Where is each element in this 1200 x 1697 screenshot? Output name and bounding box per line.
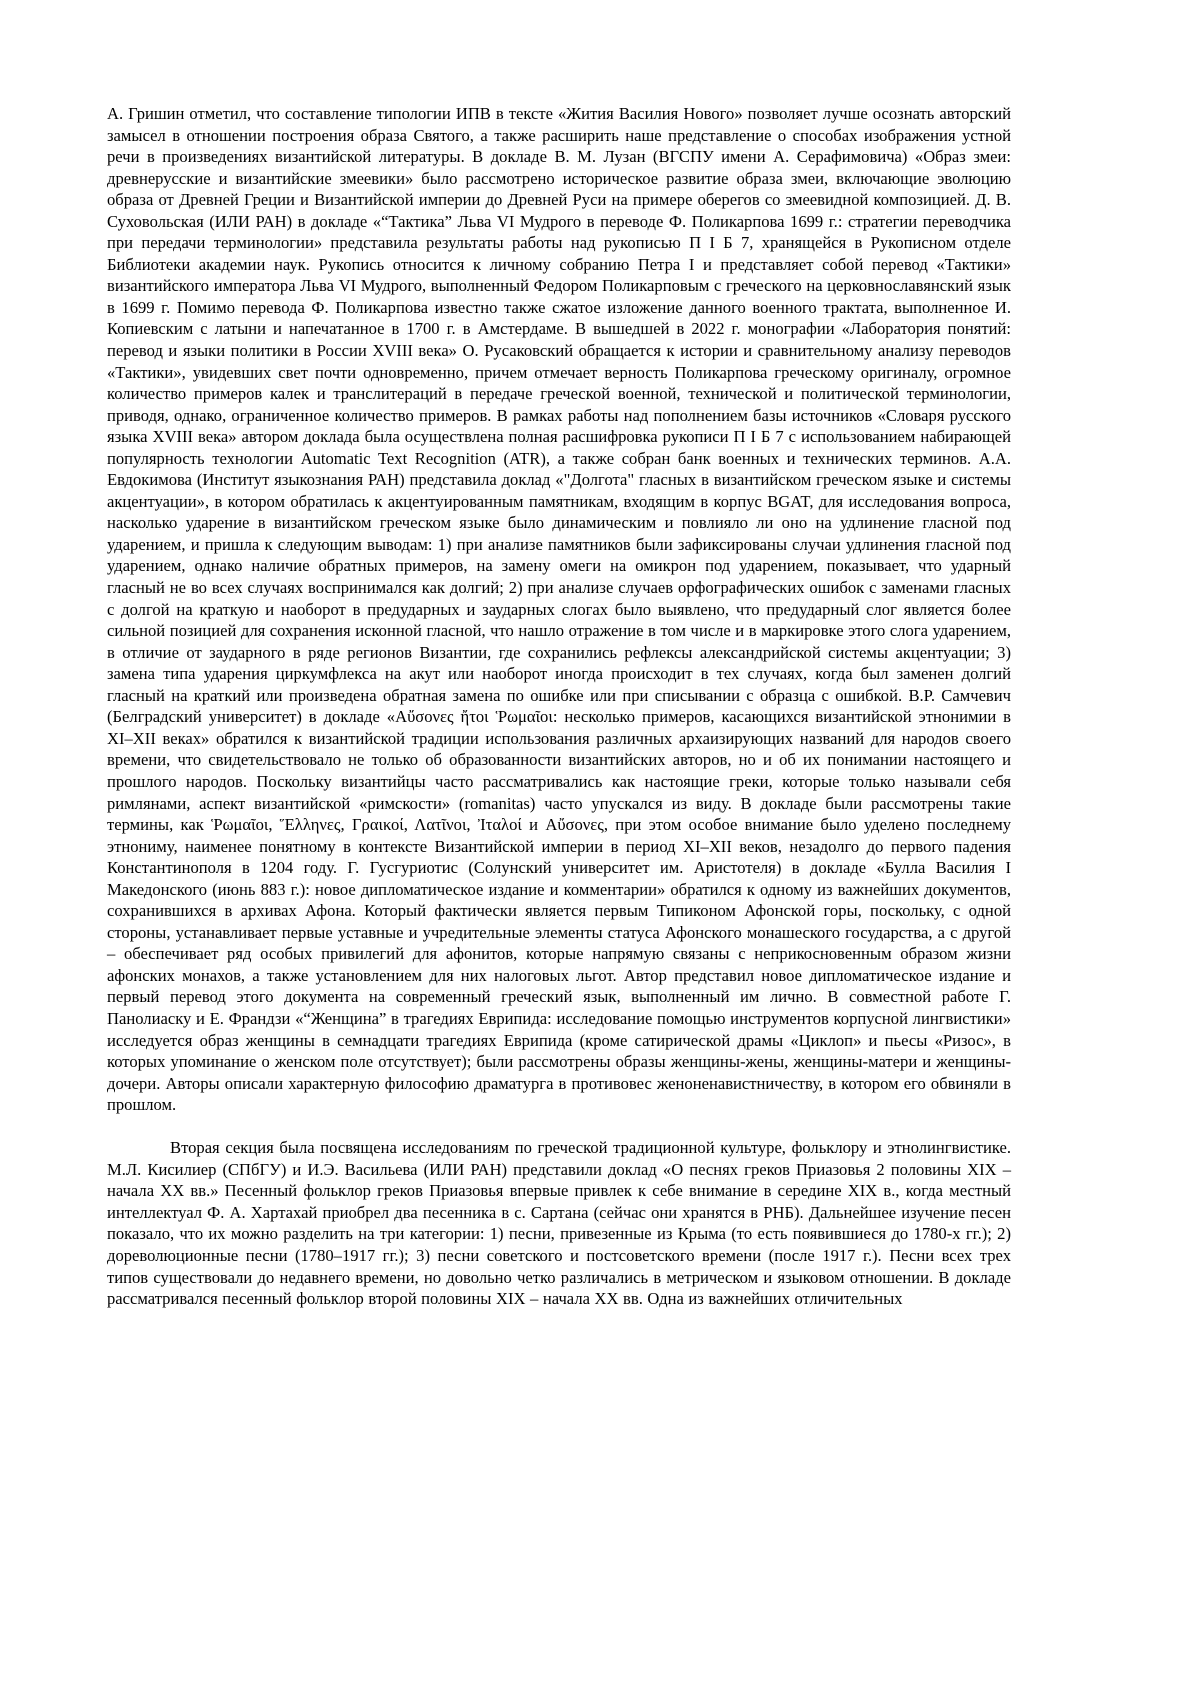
paragraph-section-one-report: А. Гришин отметил, что составление типологии ИПВ в тексте «Жития Василия Нового» позволяет лучше осознать авторский замысел в отношении построения образа Святого, а также расширить наше представление о способах изображения устной речи в произведениях византийской литературы. В докладе В. М. Лузан (ВГСПУ имени А. Серафимовича) «Образ змеи: древнерусские и византийские змеевики» было рассмотрено историческое развитие образа змеи, включающие эволюцию образа от Древней Греции и Византийской империи до Древней Руси на примере оберегов со змеевидной композицией. Д. В. Суховольская (ИЛИ РАН) в докладе «“Тактика” Льва VI Мудрого в переводе Ф. Поликарпова 1699 г.: стратегии переводчика при передачи терминологии» представила результаты работы над рукописью П I Б 7, хранящейся в Рукописном отделе Библиотеки академии наук. Рукопись относится к личному собранию Петра I и представляет собой перевод «Тактики» византийского императора Льва VI Мудрого, выполненный Федором Поликарповым с греческого на церковнославянский язык в 1699 г. Помимо перевода Ф. Поликарпова известно также сжатое изложение данного военного трактата, выполненное И. Копиевским с латыни и напечатанное в 1700 г. в Амстердаме. В вышедшей в 2022 г. монографии «Лаборатория понятий: перевод и языки политики в России XVIII века» О. Русаковский обращается к истории и сравнительному анализу переводов «Тактики», увидевших свет почти одновременно, причем отмечает верность Поликарпова греческому оригиналу, огромное количество примеров калек и транслитераций в передаче греческой военной, технической и политической терминологии, приводя, однако, ограниченное количество примеров. В рамках работы над пополнением базы источников «Словаря русского языка XVIII века» автором доклада была осуществлена полная расшифровка рукописи П I Б 7 с использованием набирающей популярность технологии Automatic Text Recognition (ATR), а также собран банк военных и технических терминов. А.А. Евдокимова (Институт языкознания РАН) представила доклад «"Долгота" гласных в византийском греческом языке и системы акцентуации», в котором обратилась к акцентуированным памятникам, входящим в корпус BGAT, для исследования вопроса, насколько ударение в византийском греческом языке было динамическим и повлияло ли оно на удлинение гласной под ударением, и пришла к следующим выводам: 1) при анализе памятников были зафиксированы случаи удлинения гласной под ударением, однако наличие обратных примеров, на замену омеги на омикрон под ударением, показывает, что ударный гласный не во всех случаях воспринимался как долгий; 2) при анализе случаев орфографических ошибок с заменами гласных с долгой на краткую и наоборот в предударных и заударных слогах было выявлено, что предударный слог является более сильной позицией для сохранения исконной гласной, что нашло отражение в том числе и в маркировке этого слога ударением, в отличие от заударного в ряде регионов Византии, где сохранились рефлексы александрийской системы акцентуации; 3) замена типа ударения циркумфлекса на акут или наоборот иногда происходит в тех случаях, когда был заменен долгий гласный на краткий или произведена обратная замена по ошибке или при списывании с образца с ошибкой. В.Р. Самчевич (Белградский университет) в докладе «Αὔσονες ἤτοι Ῥωμαῖοι: несколько примеров, касающихся византийской этнонимии в XI–XII веках» обратился к византийской традиции использования различных архаизирующих названий для народов своего времени, что свидетельствовало не только об образованности византийских авторов, но и об их понимании настоящего и прошлого народов. Поскольку византийцы часто рассматривались как настоящие греки, которые только называли себя римлянами, аспект византийской «римскости» (romanitas) часто упускался из виду. В докладе были рассмотрены такие термины, как Ῥωμαῖοι, Ἕλληνες, Γραικοί, Λατῖνοι, Ἰταλοί и Αὔσονες, при этом особое внимание было уделено последнему этнониму, наименее понятному в контексте Византийской империи в период XI–XII веков, незадолго до первого падения Константинополя в 1204 году. Г. Гусгуриотис (Солунский университет им. Аристотеля) в докладе «Булла Василия I Македонского (июнь 883 г.): новое дипломатическое издание и комментарии» обратился к одному из важнейших документов, сохранившихся в архивах Афона. Который фактически является первым Типиконом Афонской горы, поскольку, с одной стороны, устанавливает первые уставные и учредительные элементы статуса Афонского монашеского государства, а с другой – обеспечивает ряд особых привилегий для афонитов, которые напрямую связаны с неприкосновенным образом жизни афонских монахов, а также установлением для них налоговых льгот. Автор представил новое дипломатическое издание и первый перевод этого документа на современный греческий язык, выполненный им лично. В совместной работе Г. Панолиаску и Е. Франдзи «“Женщина” в трагедиях Еврипида: исследование помощью инструментов корпусной лингвистики» исследуется образ женщины в семнадцати трагедиях Еврипида (кроме сатирической драмы «Циклоп» и пьесы «Ризос», в которых упоминание о женском поле отсутствует); были рассмотрены образы женщины-жены, женщины-матери и женщины-дочери. Авторы описали характерную философию драматурга в противовес женоненавистничеству, в котором его обвиняли в прошлом. <box>107 104 1011 1115</box>
paragraph-section-two-report: Вторая секция была посвящена исследованиям по греческой традиционной культуре, фольклору и этнолингвистике. М.Л. Кисилиер (СПбГУ) и И.Э. Васильева (ИЛИ РАН) представили доклад «О песнях греков Приазовья 2 половины XIX – начала XX вв.» Песенный фольклор греков Приазовья впервые привлек к себе внимание в середине XIX в., когда местный интеллектуал Ф. А. Хартахай приобрел два песенника в с. Сартана (сейчас они хранятся в РНБ). Дальнейшее изучение песен показало, что их можно разделить на три категории: 1) песни, привезенные из Крыма (то есть появившиеся до 1780-х гг.); 2) дореволюционные песни (1780–1917 гг.); 3) песни советского и постсоветского времени (после 1917 г.). Песни всех трех типов существовали до недавнего времени, но довольно четко различались в метрическом и языковом отношении. В докладе рассматривался песенный фольклор второй половины XIX – начала XX вв. Одна из важнейших отличительных <box>107 1138 1011 1309</box>
